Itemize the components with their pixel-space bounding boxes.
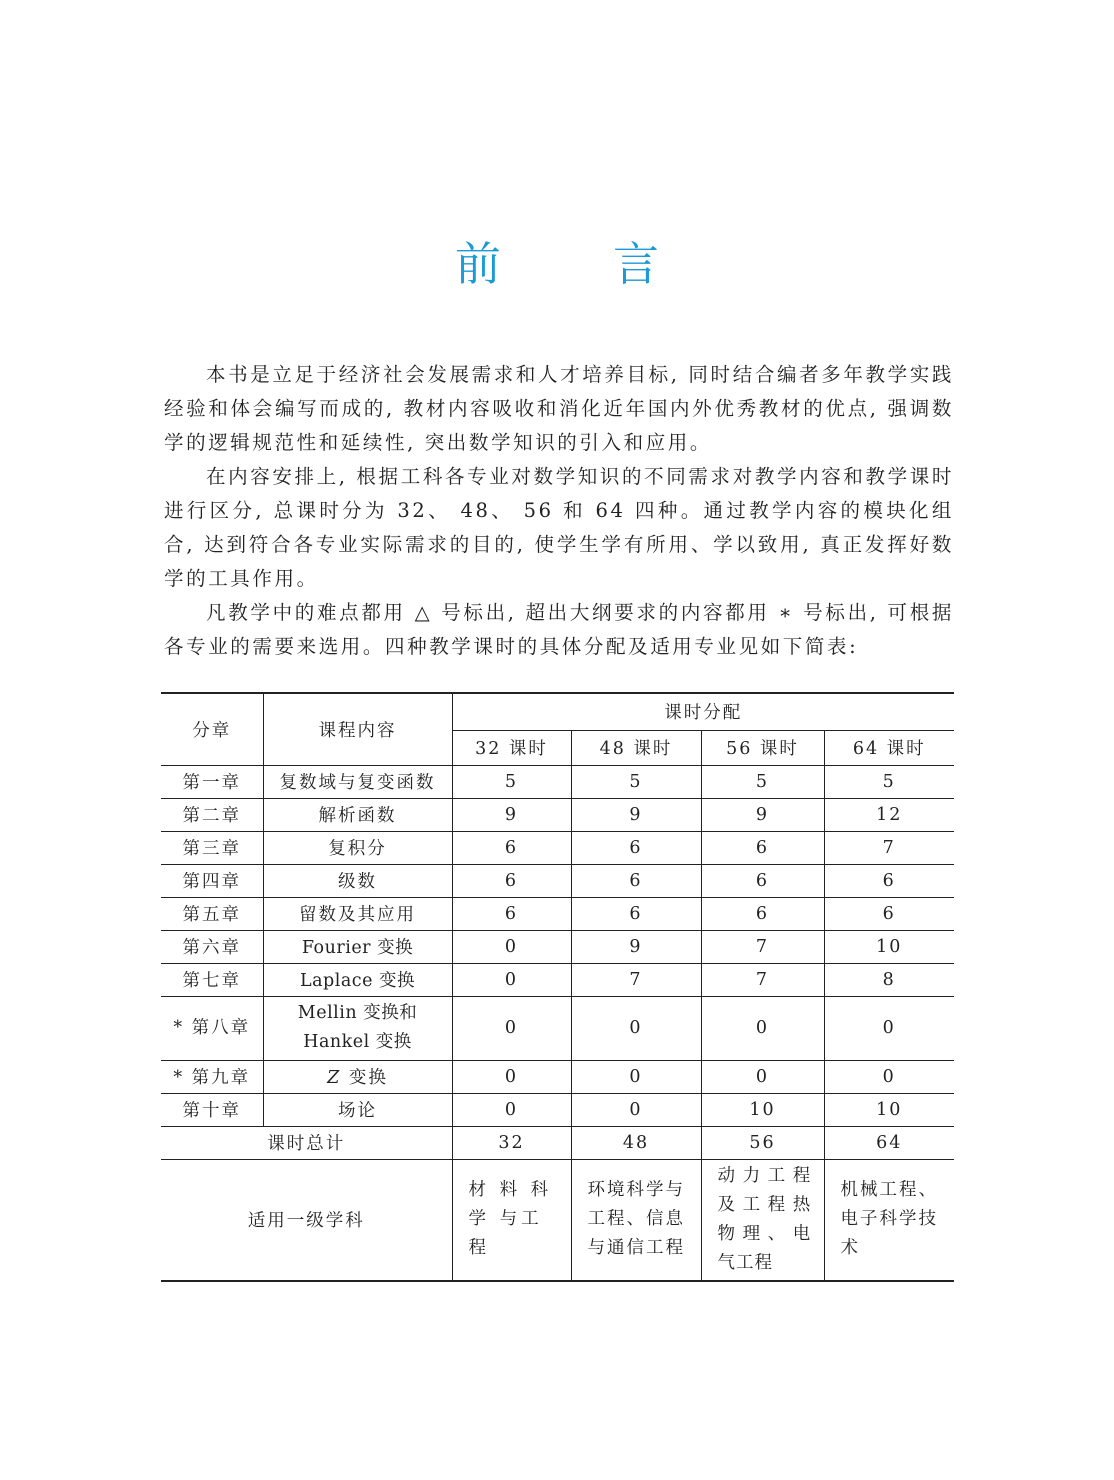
chapter-cell: 第一章 bbox=[161, 765, 263, 798]
paragraph: 凡教学中的难点都用 △ 号标出, 超出大纲要求的内容都用 ∗ 号标出, 可根据各专业的需要来选用。四种教学课时的具体分配及适用专业见如下简表: bbox=[164, 601, 954, 658]
value-cell: 6 bbox=[571, 831, 701, 864]
table-row bbox=[161, 798, 954, 831]
table-row bbox=[161, 996, 954, 1060]
value-cell: 7 bbox=[701, 930, 824, 963]
content-cell: 复数域与复变函数 bbox=[263, 765, 452, 798]
content-cell bbox=[263, 1060, 452, 1093]
header-content: 课程内容 bbox=[263, 693, 452, 765]
value-cell: 0 bbox=[452, 1093, 571, 1126]
value-cell: 0 bbox=[452, 1060, 571, 1093]
content-cell: Fourier 变换 bbox=[263, 930, 452, 963]
value-cell: 6 bbox=[824, 897, 954, 930]
value-cell: 0 bbox=[824, 1060, 954, 1093]
value-cell: 6 bbox=[452, 831, 571, 864]
value-cell: 5 bbox=[452, 765, 571, 798]
table-row bbox=[161, 930, 954, 963]
content-cell: 解析函数 bbox=[263, 798, 452, 831]
chapter-cell: 第六章 bbox=[161, 930, 263, 963]
table-row bbox=[161, 831, 954, 864]
total-cell: 56 bbox=[701, 1126, 824, 1159]
value-cell: 0 bbox=[701, 996, 824, 1060]
value-cell: 6 bbox=[701, 864, 824, 897]
page-title bbox=[0, 228, 1114, 294]
subject-cell: 动 力 工 程 及 工 程 热 物 理 、 电 气工程 bbox=[701, 1159, 824, 1281]
hours-allocation-table bbox=[161, 692, 954, 1282]
value-cell: 7 bbox=[571, 963, 701, 996]
title-char-1: 前 bbox=[455, 237, 501, 291]
chapter-cell: 第五章 bbox=[161, 897, 263, 930]
value-cell: 10 bbox=[824, 1093, 954, 1126]
paragraph: 本书是立足于经济社会发展需求和人才培养目标, 同时结合编者多年教学实践经验和体会编写而成的, 教材内容吸收和消化近年国内外优秀教材的优点, 强调数学的逻辑规范性和延续性, 突出数学知识的引入和应用。 bbox=[164, 363, 954, 454]
value-cell: 5 bbox=[571, 765, 701, 798]
value-cell: 5 bbox=[824, 765, 954, 798]
subject-cell: 材 料 科 学 与工程 bbox=[452, 1159, 571, 1281]
header-hours-48: 48 课时 bbox=[571, 730, 701, 765]
value-cell: 9 bbox=[452, 798, 571, 831]
value-cell: 0 bbox=[452, 963, 571, 996]
chapter-cell: * 第八章 bbox=[161, 996, 263, 1060]
value-cell: 6 bbox=[571, 864, 701, 897]
table-subjects-row bbox=[161, 1159, 954, 1281]
value-cell: 9 bbox=[571, 798, 701, 831]
subject-cell: 环境科学与工程、信息与通信工程 bbox=[571, 1159, 701, 1281]
value-cell: 6 bbox=[452, 864, 571, 897]
chapter-cell: * 第九章 bbox=[161, 1060, 263, 1093]
table-row bbox=[161, 864, 954, 897]
chapter-cell: 第七章 bbox=[161, 963, 263, 996]
content-text: 变换 bbox=[341, 1068, 388, 1088]
value-cell: 0 bbox=[452, 930, 571, 963]
preface-body bbox=[164, 358, 954, 664]
value-cell: 0 bbox=[571, 1093, 701, 1126]
subjects-label: 适用一级学科 bbox=[161, 1159, 452, 1281]
table-row bbox=[161, 963, 954, 996]
table-row bbox=[161, 1093, 954, 1126]
total-cell: 32 bbox=[452, 1126, 571, 1159]
content-cell: 复积分 bbox=[263, 831, 452, 864]
value-cell: 7 bbox=[701, 963, 824, 996]
paragraph: 在内容安排上, 根据工科各专业对数学知识的不同需求对教学内容和教学课时进行区分, 总课时分为 32、 48、 56 和 64 四种。通过教学内容的模块化组合, 达到符合各专业实际需求的目的, 使学生学有所用、学以致用, 真正发挥好数学的工具作用。 bbox=[164, 465, 954, 590]
table-row bbox=[161, 1060, 954, 1093]
value-cell: 9 bbox=[571, 930, 701, 963]
total-cell: 64 bbox=[824, 1126, 954, 1159]
value-cell: 6 bbox=[701, 897, 824, 930]
value-cell: 0 bbox=[571, 1060, 701, 1093]
table-total-row bbox=[161, 1126, 954, 1159]
header-allocation: 课时分配 bbox=[452, 693, 954, 730]
header-chapter: 分章 bbox=[161, 693, 263, 765]
value-cell: 0 bbox=[571, 996, 701, 1060]
content-cell: Laplace 变换 bbox=[263, 963, 452, 996]
value-cell: 6 bbox=[571, 897, 701, 930]
content-cell: 留数及其应用 bbox=[263, 897, 452, 930]
total-label: 课时总计 bbox=[161, 1126, 452, 1159]
table-row bbox=[161, 765, 954, 798]
header-hours-56: 56 课时 bbox=[701, 730, 824, 765]
value-cell: 8 bbox=[824, 963, 954, 996]
header-hours-32: 32 课时 bbox=[452, 730, 571, 765]
total-cell: 48 bbox=[571, 1126, 701, 1159]
table-header-row bbox=[161, 693, 954, 730]
content-cell: 级数 bbox=[263, 864, 452, 897]
value-cell: 6 bbox=[824, 864, 954, 897]
header-hours-64: 64 课时 bbox=[824, 730, 954, 765]
chapter-cell: 第四章 bbox=[161, 864, 263, 897]
subject-cell: 机械工程、电子科学技术 bbox=[824, 1159, 954, 1281]
value-cell: 6 bbox=[701, 831, 824, 864]
content-line: Hankel 变换 bbox=[303, 1032, 412, 1052]
value-cell: 0 bbox=[701, 1060, 824, 1093]
chapter-cell: 第二章 bbox=[161, 798, 263, 831]
table-row bbox=[161, 897, 954, 930]
value-cell: 10 bbox=[701, 1093, 824, 1126]
value-cell: 0 bbox=[452, 996, 571, 1060]
value-cell: 10 bbox=[824, 930, 954, 963]
value-cell: 6 bbox=[452, 897, 571, 930]
value-cell: 0 bbox=[824, 996, 954, 1060]
title-char-2: 言 bbox=[613, 237, 659, 291]
content-line: Mellin 变换和 bbox=[297, 1003, 418, 1023]
value-cell: 9 bbox=[701, 798, 824, 831]
chapter-cell: 第十章 bbox=[161, 1093, 263, 1126]
content-cell bbox=[263, 996, 452, 1060]
chapter-cell: 第三章 bbox=[161, 831, 263, 864]
value-cell: 5 bbox=[701, 765, 824, 798]
value-cell: 7 bbox=[824, 831, 954, 864]
value-cell: 12 bbox=[824, 798, 954, 831]
content-cell: 场论 bbox=[263, 1093, 452, 1126]
math-variable: Z bbox=[327, 1068, 342, 1088]
